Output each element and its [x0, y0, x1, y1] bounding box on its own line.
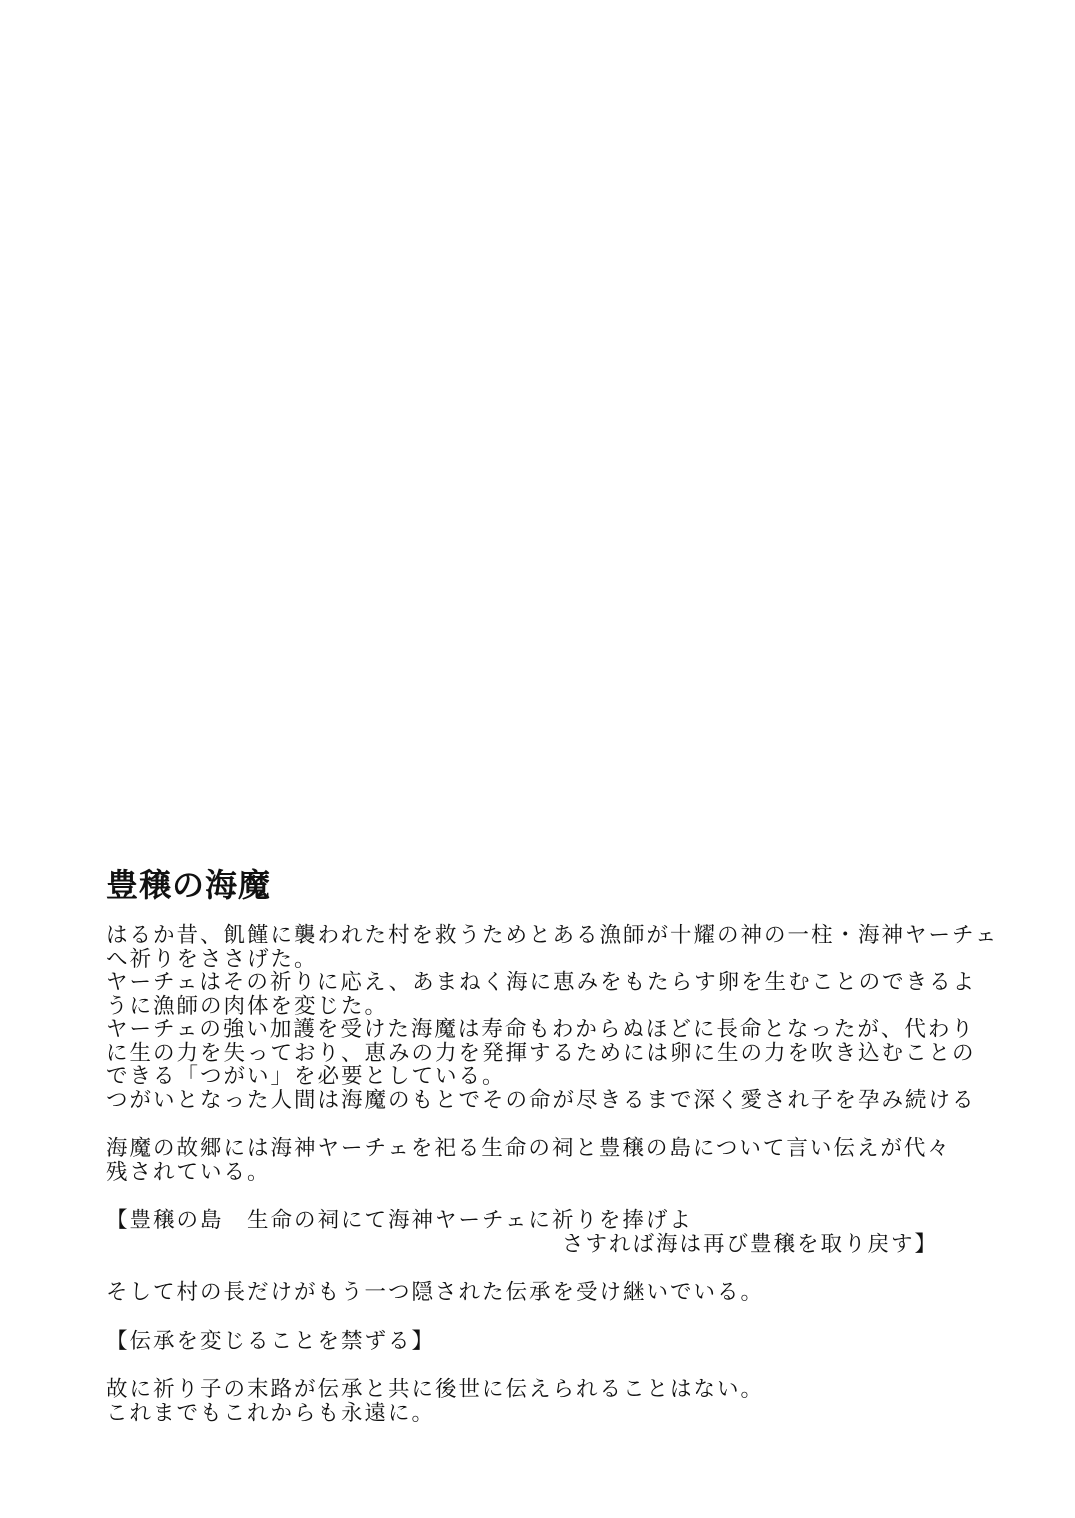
text-line: に生の力を失っており、恵みの力を発揮するためには卵に生の力を吹き込むことの [106, 1040, 976, 1066]
text-line: 故に祈り子の末路が伝承と共に後世に伝えられることはない。 [106, 1377, 765, 1402]
page-title: 豊穣の海魔 [106, 866, 272, 904]
text-line: はるか昔、飢饉に襲われた村を救うためとある漁師が十耀の神の一柱・海神ヤーチェ [106, 923, 999, 948]
text-line: そして村の長だけがもう一つ隠された伝承を受け継いでいる。 [106, 1280, 765, 1305]
legend-line-2: さすれば海は再び豊穣を取り戻す】 [562, 1231, 939, 1257]
text-line: ヤーチェの強い加護を受けた海魔は寿命もわからぬほどに長命となったが、代わり [106, 1017, 975, 1042]
text-line: 海魔の故郷には海神ヤーチェを祀る生命の祠と豊穣の島について言い伝えが代々 [106, 1136, 951, 1161]
text-line: うに漁師の肉体を変じた。 [106, 993, 389, 1019]
taboo-line: 【伝承を変じることを禁ずる】 [106, 1328, 436, 1354]
body-text [106, 923, 999, 1426]
text-line: 残されている。 [106, 1159, 271, 1185]
text-line: へ祈りをささげた。 [106, 946, 318, 972]
text-line: できる「つがい」を必要としている。 [106, 1064, 506, 1089]
text-line: これまでもこれからも永遠に。 [106, 1400, 436, 1426]
text-line: つがいとなった人間は海魔のもとでその命が尽きるまで深く愛され子を孕み続ける [106, 1087, 976, 1113]
text-line: ヤーチェはその祈りに応え、あまねく海に恵みをもたらす卵を生むことのできるよ [106, 970, 977, 995]
legend-line-1: 【豊穣の島 生命の祠にて海神ヤーチェに祈りを捧げよ [106, 1208, 693, 1233]
